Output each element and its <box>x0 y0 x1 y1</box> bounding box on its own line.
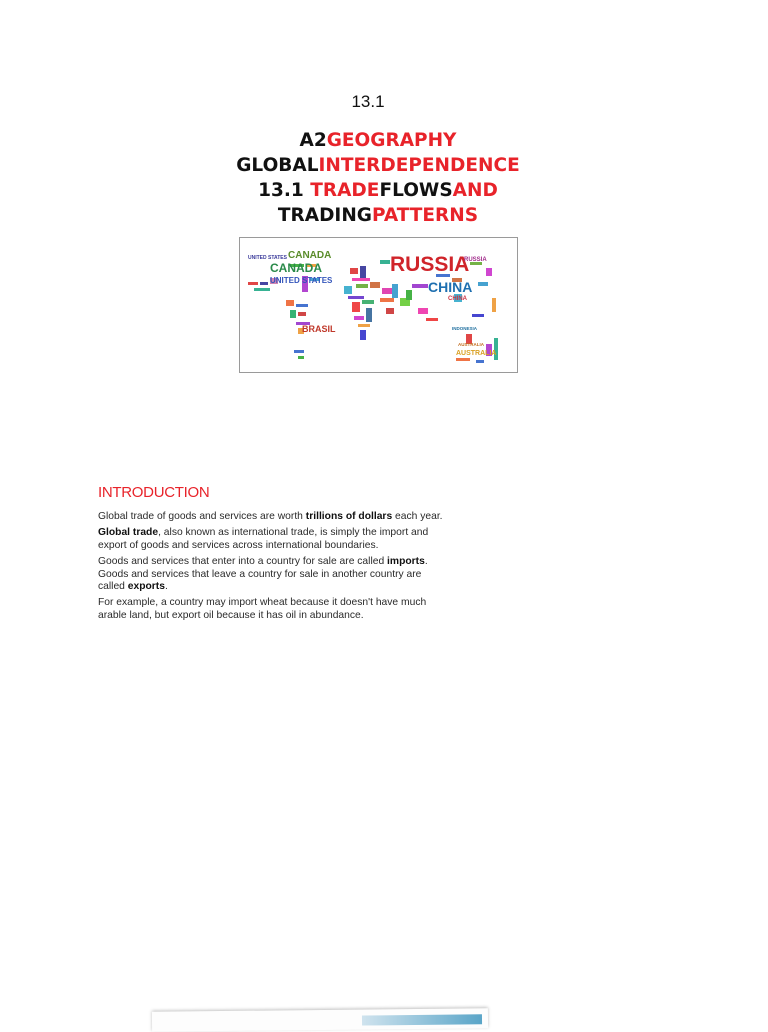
map-word-russia-small: RUSSIA <box>464 257 487 263</box>
map-word-russia: RUSSIA <box>390 253 470 276</box>
text-run: Global trade of goods and services are worth <box>98 511 306 522</box>
document-title <box>0 128 756 228</box>
paragraph: For example, a country may import wheat because it doesn't have much arable land, but export oil because it has oil in abundance. <box>98 597 427 621</box>
title-fragment: TRADE <box>310 180 380 201</box>
title-fragment: TRADING <box>277 205 372 226</box>
text-run: each year. <box>392 511 443 522</box>
map-word-brasil: BRASIL <box>302 324 336 334</box>
bold-term: Global trade <box>98 527 159 539</box>
paragraph <box>98 511 443 523</box>
text-run: . <box>164 581 168 593</box>
next-page-edge <box>152 1008 488 1032</box>
text-run: Goods and services that enter into a country for sale are called <box>98 556 388 568</box>
bold-term: trillions of dollars <box>305 511 393 522</box>
map-word-china: CHINA <box>428 279 473 295</box>
paragraph <box>98 556 443 593</box>
bold-term: exports <box>127 581 165 593</box>
map-word-canada: CANADA <box>270 261 322 275</box>
title-line-1 <box>0 128 756 153</box>
map-word-australia-small: AUSTRALIA <box>458 342 484 347</box>
world-map-word-cloud <box>240 238 517 372</box>
title-fragment: FLOWS <box>379 180 453 201</box>
bold-term: imports <box>387 556 425 568</box>
page-number: 13.1 <box>351 92 385 111</box>
map-word-china-small: CHINA <box>448 296 467 302</box>
title-fragment: 13.1 <box>258 180 311 201</box>
world-map-word-cloud-image <box>239 237 518 373</box>
text-run: . Goods and services that leave a country for sale in another country are called <box>98 556 428 593</box>
title-fragment: AND <box>452 180 498 201</box>
map-word-indonesia: INDONESIA <box>452 326 478 331</box>
map-word-canada: CANADA <box>288 250 332 261</box>
title-line-3 <box>0 178 756 203</box>
introduction-body <box>98 511 443 626</box>
title-fragment: A2 <box>299 130 327 151</box>
map-word-united-states-small: UNITED STATES <box>248 255 287 261</box>
title-line-4 <box>0 203 756 228</box>
title-fragment: INTERDEPENDENCE <box>318 155 520 176</box>
paragraph <box>98 527 443 552</box>
map-word-australia: AUSTRALIA <box>456 350 497 357</box>
title-fragment: GEOGRAPHY <box>326 130 457 151</box>
introduction-heading: INTRODUCTION <box>98 484 210 501</box>
text-run: , also known as international trade, is simply the import and export of goods and services across international boundaries. <box>98 527 429 551</box>
title-fragment: PATTERNS <box>371 205 479 226</box>
title-line-2 <box>0 153 756 178</box>
title-fragment: GLOBAL <box>236 155 319 176</box>
map-word-united-states: UNITED STATES <box>270 276 333 285</box>
